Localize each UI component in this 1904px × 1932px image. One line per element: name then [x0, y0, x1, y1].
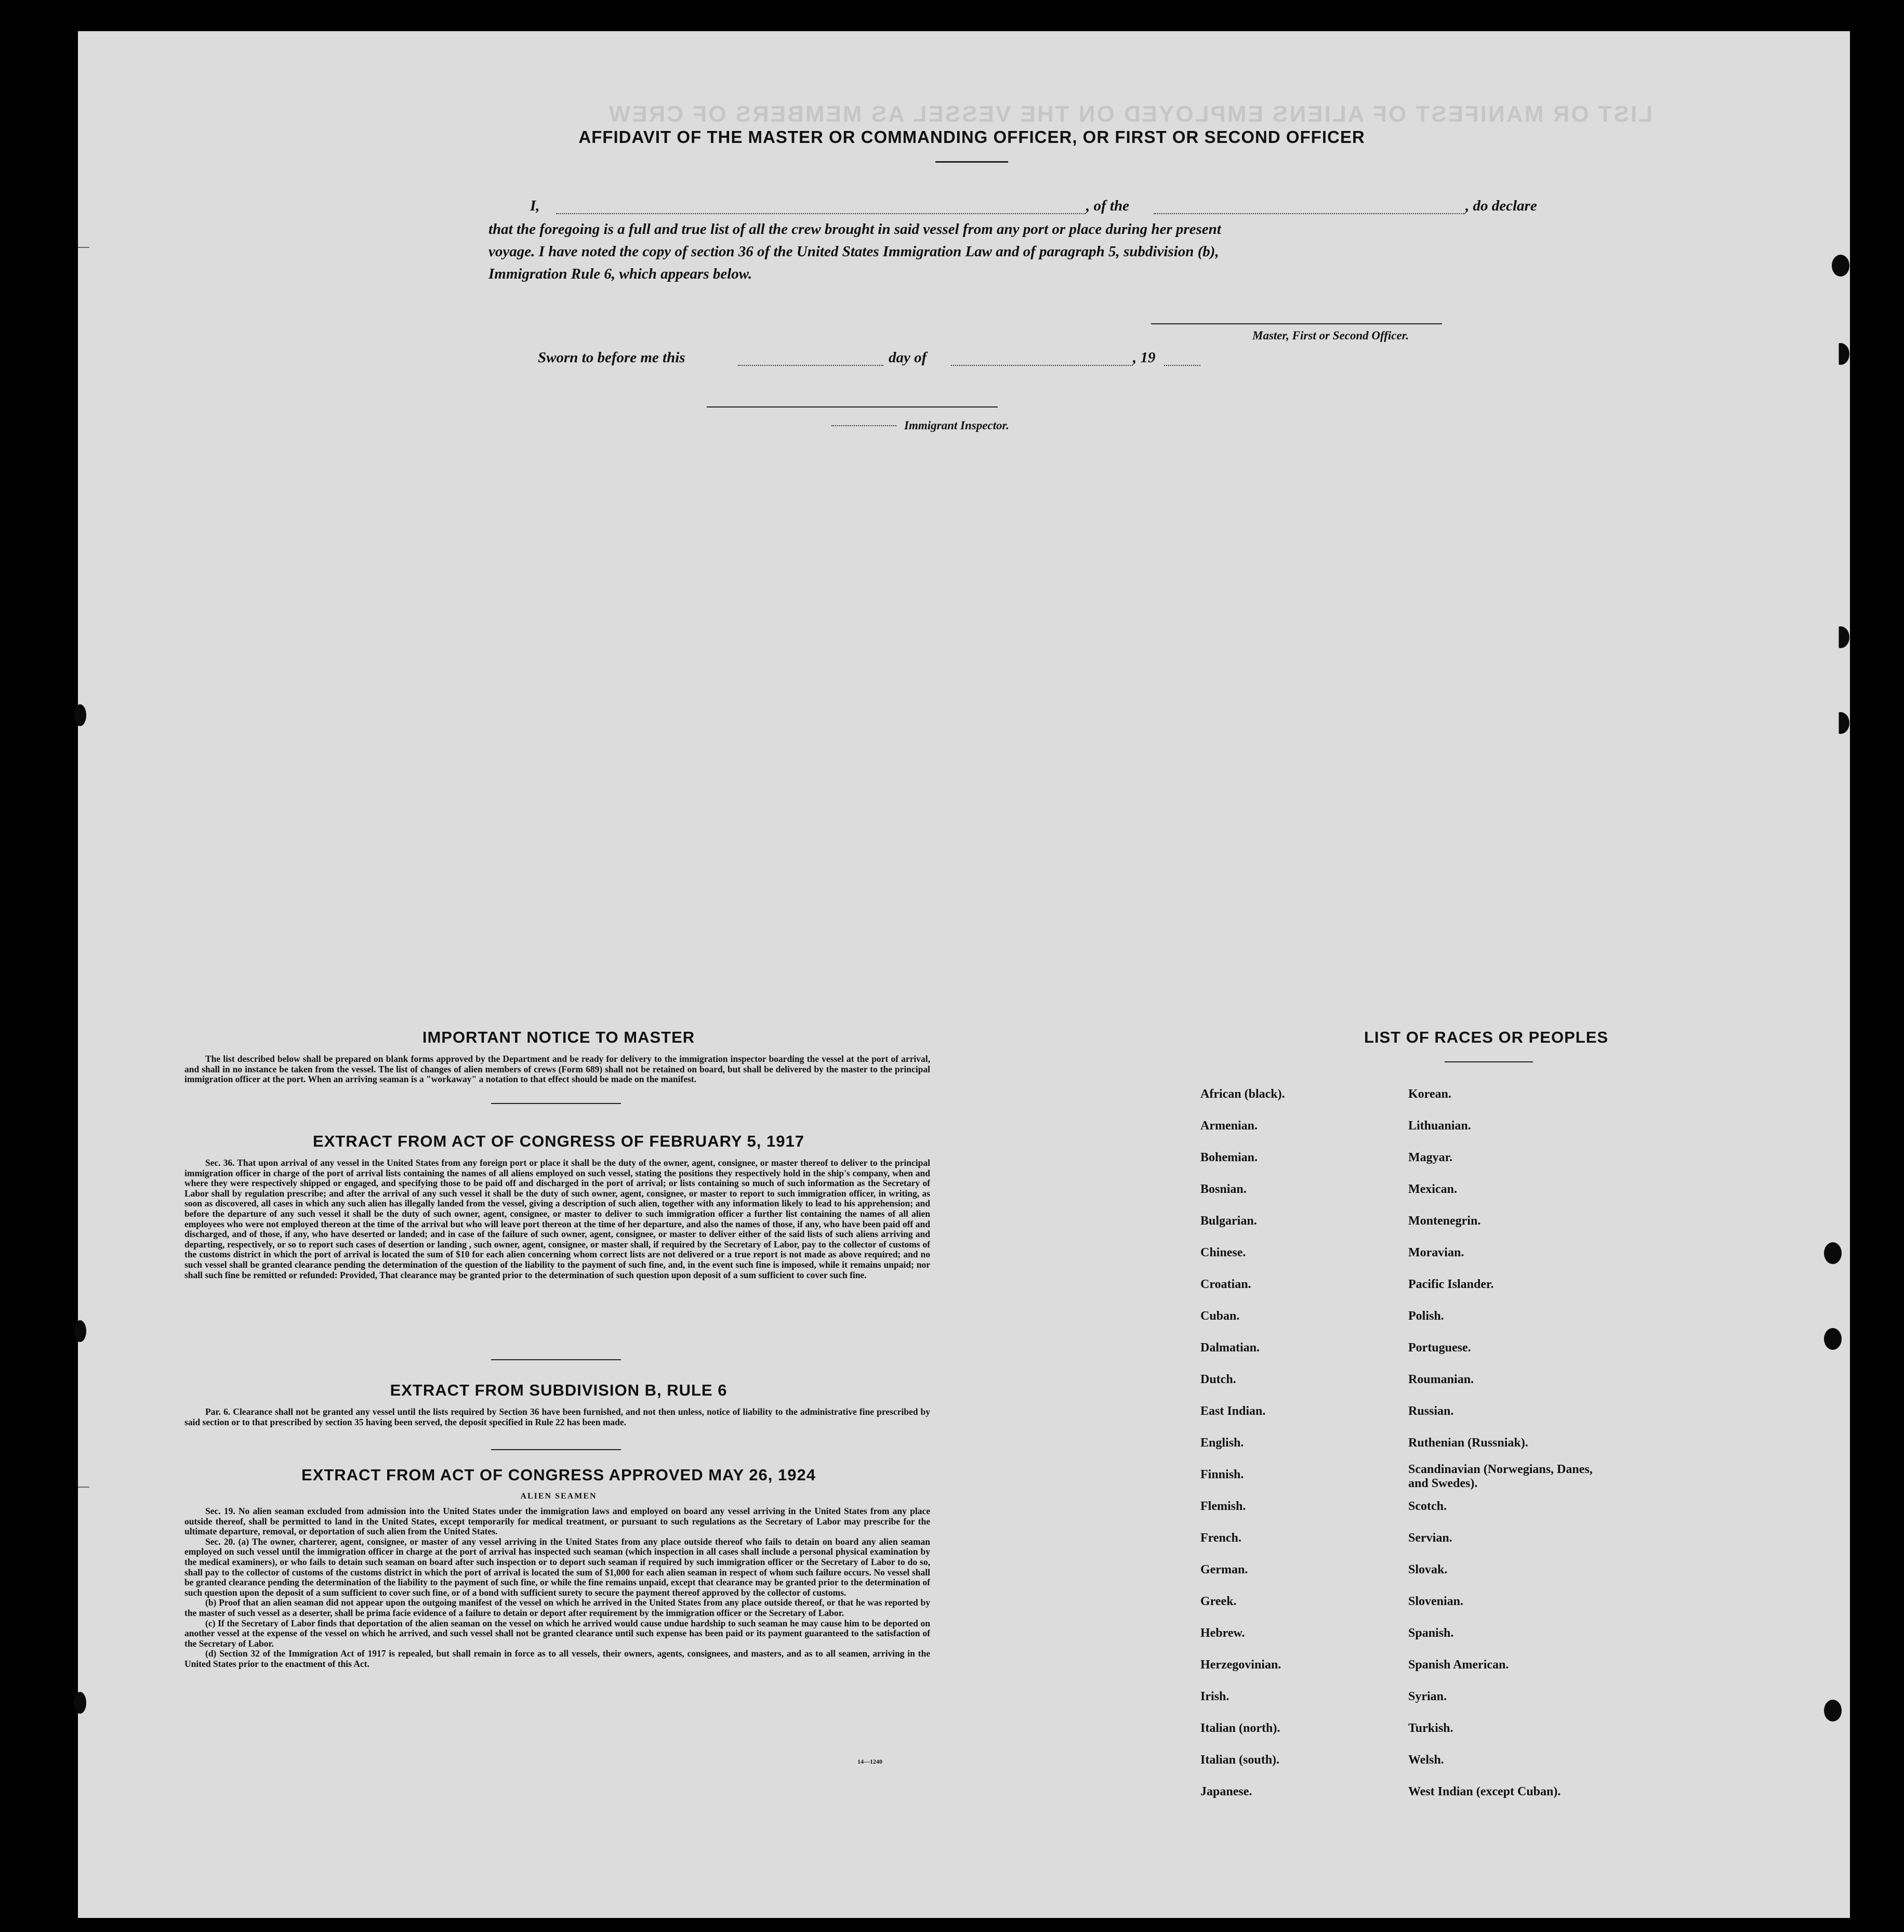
races-right-column	[1408, 1079, 1595, 1808]
punch-hole	[74, 1692, 86, 1714]
race-item: Spanish American.	[1408, 1658, 1509, 1672]
race-item: Polish.	[1408, 1309, 1444, 1323]
punch-hole	[1832, 626, 1849, 648]
races-title-underline	[1445, 1061, 1533, 1062]
declaration-i: I,	[530, 198, 540, 214]
race-item: Italian (north).	[1200, 1721, 1280, 1735]
edge-mark	[78, 247, 89, 248]
declaration-line-4: Immigration Rule 6, which appears below.	[488, 266, 752, 282]
extract-1917-text: Sec. 36. That upon arrival of any vessel in the United States from any foreign port or place it shall be the duty of the owner, agent, consignee, or master thereof to deliver to the principal immigration officer in charge of the port of arrival lists containing the names of all aliens employed on such vessel, stating the positions they respectively hold in the ship's company, when and where they were respectively shipped or engaged, and specifying those to be paid off and discharged in the port of arrival; or lists containing so much of such information as the Secretary of Labor shall by regulation prescribe; and after the arrival of any such vessel it shall be the duty of such owner, agent, consignee, or master to report to such immigration officer, in writing, as soon as discovered, all cases in which any such alien has illegally landed from the vessel, giving a description of such alien, together with any information likely to lead to his apprehension; and before the departure of any such vessel it shall be the duty of such owner, agent, consignee, or master to deliver to such immigration officer a further list containing the names of all alien employees who were not employed thereon at the time of the arrival but who will leave port thereon at the time of her departure, and also the names of those, if any, who have been paid off and discharged, and of those, if any, who have deserted or landed; and in case of the failure of such owner, agent, consignee, or master to deliver either of the said lists of such aliens arriving and departing, respectively, or so to report such cases of desertion or landing , such owner, agent, consignee, or master shall, if required by the Secretary of Labor, pay to the collector of customs of the customs district in which the port of arrival is located the sum of $10 for each alien concerning whom correct lists are not delivered or a true report is not made as above required; and no such vessel shall be granted clearance pending the determination of the question of the liability to the payment of such fine, and, in the event such fine is imposed, while it remains unpaid; nor shall such fine be remitted or refunded: Provided, That clearance may be granted prior to the determination of such question upon deposit of a sum sufficient to cover such fine.	[184, 1158, 930, 1280]
master-signature-label: Master, First or Second Officer.	[1252, 329, 1409, 342]
race-item: Turkish.	[1408, 1721, 1453, 1735]
race-item: Roumanian.	[1408, 1373, 1474, 1386]
edge-mark	[78, 1487, 89, 1488]
punch-hole	[1832, 255, 1849, 277]
extract-1924-subtitle: ALIEN SEAMEN	[520, 1492, 597, 1501]
sec-20b: (b) Proof that an alien seaman did not appear upon the outgoing manifest of the vessel on which he arrived in the United States from any place outside thereof, or that he was reported by the master of such vessel as a deserter, shall be prima facie evidence of a failure to detain or deport after requirement by the immigration officer or the Secretary of Labor.	[184, 1597, 930, 1618]
race-item: Portuguese.	[1408, 1341, 1471, 1355]
race-item: Scandinavian (Norwegians, Danes, and Swedes).	[1408, 1463, 1593, 1490]
sworn-label: Sworn to before me this	[538, 349, 685, 366]
notice-text: The list described below shall be prepared on blank forms approved by the Department and be ready for delivery to the immigration inspector boarding the vessel at the port of arrival, and shall in no instance be taken from the vessel. The list of changes of alien members of crews (Form 689) shall not be retained on board, but shall be delivered by the master to the principal immigration officer at the port. When an arriving seaman is a "workaway" a notation to that effect should be made on the manifest.	[184, 1054, 930, 1085]
punch-hole	[74, 1320, 86, 1342]
race-item: Cuban.	[1200, 1309, 1240, 1323]
sec-19: Sec. 19. No alien seaman excluded from admission into the United States under the immigration laws and employed on board any vessel arriving in the United States from any place outside thereof, shall be permitted to land in the United States, except temporarily for medical treatment, or pursuant to such regulations as the Secretary of Labor may prescribe for the ultimate departure, removal, or deportation of such alien from the United States.	[184, 1506, 930, 1537]
race-item: Lithuanian.	[1408, 1119, 1471, 1133]
extract-rule6-title: EXTRACT FROM SUBDIVISION B, RULE 6	[390, 1381, 728, 1399]
form-number: 14—1240	[857, 1758, 882, 1765]
inspector-dots	[831, 425, 896, 426]
sec-20d: (d) Section 32 of the Immigration Act of 1917 is repealed, but shall remain in force as to all vessels, their owners, agents, consignees, and masters, and as to all seamen, arriving in the United States prior to the enactment of this Act.	[184, 1648, 930, 1669]
extract-1924-title: EXTRACT FROM ACT OF CONGRESS APPROVED MAY 26, 1924	[301, 1466, 816, 1484]
sworn-month-blank[interactable]	[951, 365, 1133, 366]
race-item: Bohemian.	[1200, 1151, 1258, 1164]
extract-rule6-text: Par. 6. Clearance shall not be granted any vessel until the lists required by Section 36 have been furnished, and not then unless, notice of liability to the administrative fine prescribed by said section or to that prescribed by section 35 having been served, the deposit specified in Rule 22 has been made.	[184, 1407, 930, 1427]
divider-3	[491, 1449, 621, 1450]
title-underline	[935, 161, 1008, 163]
declaration-line-3: voyage. I have noted the copy of section 36 of the United States Immigration Law and of paragraph 5, subdivision (b),	[488, 243, 1219, 260]
sworn-year-blank[interactable]	[1164, 365, 1200, 366]
document-page	[78, 31, 1850, 1918]
race-item: English.	[1200, 1436, 1244, 1450]
race-item: Welsh.	[1408, 1753, 1444, 1767]
race-item: Bosnian.	[1200, 1182, 1247, 1196]
races-left-column	[1200, 1079, 1285, 1808]
affidavit-title: AFFIDAVIT OF THE MASTER OR COMMANDING OFFICER, OR FIRST OR SECOND OFFICER	[578, 127, 1365, 147]
race-item: Greek.	[1200, 1595, 1237, 1608]
race-item: Bulgarian.	[1200, 1214, 1257, 1228]
name-blank[interactable]	[556, 213, 1086, 214]
race-item: Scotch.	[1408, 1500, 1447, 1513]
race-item: Servian.	[1408, 1531, 1452, 1545]
sec-20a: Sec. 20. (a) The owner, charterer, agent, consignee, or master of any vessel arriving in the United States from any place outside thereof who fails to detain on board any alien seaman employed on such vessel until the immigration officer in charge at the port of arrival has inspected such seaman (which inspection in all cases shall include a personal physical examination by the medical examiners), or who fails to detain such seaman on board after such inspection or to deport such seaman if required by such immigration officer or the Secretary of Labor to do so, shall pay to the collector of customs of the customs district in which the port of arrival is located the sum of $1,000 for each alien seaman in respect of whom such failure occurs. No vessel shall be granted clearance pending the determination of the liability to the payment of such fine, or while the fine remains unpaid, except that clearance may be granted prior to the determination of such question upon the deposit of a sum sufficient to cover such fine, or of a bond with sufficient surety to secure the payment thereof approved by the collector of customs.	[184, 1536, 930, 1598]
race-item: Slovak.	[1408, 1563, 1448, 1576]
race-item: Russian.	[1408, 1404, 1454, 1418]
notice-title: IMPORTANT NOTICE TO MASTER	[422, 1028, 695, 1046]
do-declare-label: , do declare	[1465, 198, 1537, 214]
inspector-signature-line[interactable]	[707, 406, 998, 408]
race-item: African (black).	[1200, 1087, 1285, 1101]
races-title: LIST OF RACES OR PEOPLES	[1364, 1028, 1609, 1046]
punch-hole	[1824, 1700, 1842, 1721]
race-item: Dutch.	[1200, 1373, 1236, 1386]
punch-hole	[1824, 1242, 1842, 1264]
race-item: Hebrew.	[1200, 1626, 1245, 1640]
race-item: Chinese.	[1200, 1246, 1246, 1259]
race-item: Herzegovinian.	[1200, 1658, 1281, 1672]
divider-2	[491, 1359, 621, 1360]
year-label: , 19	[1133, 349, 1156, 366]
divider-1	[491, 1103, 621, 1104]
race-item: Pacific Islander.	[1408, 1278, 1494, 1291]
punch-hole	[1832, 712, 1849, 734]
race-item: Slovenian.	[1408, 1595, 1464, 1608]
race-item: Korean.	[1408, 1087, 1451, 1101]
day-of-label: day of	[889, 349, 927, 366]
race-item: Moravian.	[1408, 1246, 1464, 1259]
race-item: Japanese.	[1200, 1785, 1252, 1798]
sec-20c: (c) If the Secretary of Labor finds that deportation of the alien seaman on the vessel on which he arrived would cause undue hardship to such seaman he may cause him to be deported on another vessel at the expense of the vessel on which he arrived, and such vessel shall not be granted clearance until such expense has been paid or its payment guaranteed to the satisfaction of the Secretary of Labor.	[184, 1618, 930, 1649]
race-item: Syrian.	[1408, 1690, 1447, 1703]
race-item: Italian (south).	[1200, 1753, 1280, 1767]
bleed-through-heading: LIST OR MANIFEST OF ALIENS EMPLOYED ON THE VESSEL AS MEMBERS OF CREW	[607, 101, 1652, 127]
race-item: Magyar.	[1408, 1151, 1453, 1164]
extract-1917-title: EXTRACT FROM ACT OF CONGRESS OF FEBRUARY 5, 1917	[313, 1132, 804, 1150]
master-signature-line[interactable]	[1151, 323, 1442, 324]
race-item: Irish.	[1200, 1690, 1229, 1703]
race-item: Montenegrin.	[1408, 1214, 1481, 1228]
extract-1924-text	[184, 1506, 930, 1670]
race-item: Flemish.	[1200, 1500, 1246, 1513]
punch-hole	[1832, 343, 1849, 365]
inspector-label: Immigrant Inspector.	[904, 419, 1009, 432]
race-item: Mexican.	[1408, 1182, 1457, 1196]
punch-hole	[1824, 1328, 1842, 1350]
race-item: German.	[1200, 1563, 1248, 1576]
declaration-line-2: that the foregoing is a full and true list of all the crew brought in said vessel from any port or place during her present	[488, 221, 1221, 238]
punch-hole	[74, 704, 86, 726]
race-item: Dalmatian.	[1200, 1341, 1260, 1355]
race-item: East Indian.	[1200, 1404, 1266, 1418]
race-item: French.	[1200, 1531, 1241, 1545]
race-item: Ruthenian (Russniak).	[1408, 1436, 1528, 1450]
sworn-day-blank[interactable]	[738, 365, 883, 366]
vessel-blank[interactable]	[1154, 213, 1465, 214]
race-item: Croatian.	[1200, 1278, 1251, 1291]
race-item: Finnish.	[1200, 1468, 1244, 1481]
of-the-label: , of the	[1086, 198, 1129, 214]
race-item: Spanish.	[1408, 1626, 1454, 1640]
race-item: Armenian.	[1200, 1119, 1258, 1133]
race-item: West Indian (except Cuban).	[1408, 1785, 1561, 1798]
